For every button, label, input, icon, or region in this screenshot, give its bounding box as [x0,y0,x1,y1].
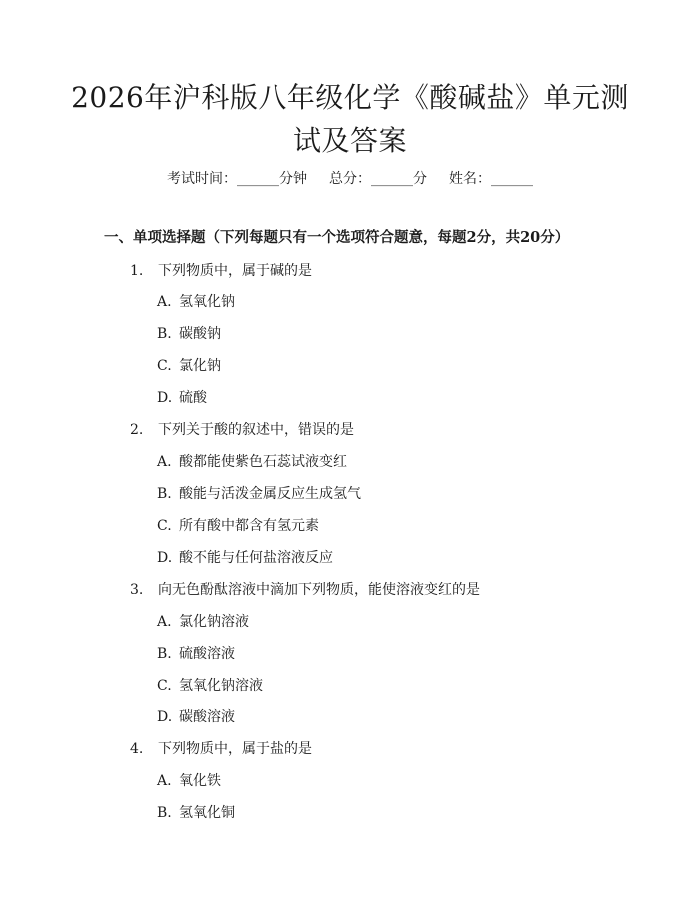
question-text: 向无色酚酞溶液中滴加下列物质，能使溶液变红的是 [158,582,480,598]
option-text: 氢氧化钠溶液 [179,678,263,694]
option-letter: B. [157,486,172,502]
option-letter: D. [157,550,173,566]
option-letter: A. [157,773,172,789]
option-letter: D. [157,709,173,725]
option-text: 酸能与活泼金属反应生成氢气 [179,486,361,502]
total-score-field: 总分：______分 [329,171,427,187]
question-1-option-b [157,324,221,344]
option-letter: B. [157,805,172,821]
option-text: 硫酸 [179,390,207,406]
question-1 [130,261,312,281]
option-letter: A. [157,454,172,470]
question-1-option-c [157,356,221,376]
option-letter: A. [157,294,172,310]
section-heading: 一、单项选择题（下列每题只有一个选项符合题意，每题2分，共20分） [104,229,570,246]
option-text: 氯化钠溶液 [179,614,249,630]
option-text: 硫酸溶液 [179,646,235,662]
option-text: 酸不能与任何盐溶液反应 [179,550,333,566]
option-text: 氢氧化钠 [179,294,235,310]
question-1-option-d [157,388,207,408]
question-number: 2. [130,422,144,438]
question-3-option-a [157,612,249,632]
option-text: 所有酸中都含有氢元素 [179,518,319,534]
exam-time-field: 考试时间：______分钟 [167,171,307,187]
question-text: 下列物质中，属于盐的是 [158,741,312,757]
question-text: 下列物质中，属于碱的是 [158,263,312,279]
question-4-option-a [157,771,221,791]
question-text: 下列关于酸的叙述中，错误的是 [158,422,354,438]
option-letter: C. [157,678,172,694]
question-2-option-c [157,516,319,536]
option-text: 碳酸溶液 [179,709,235,725]
question-4-option-b [157,803,235,823]
option-letter: A. [157,614,172,630]
question-3 [130,580,480,600]
option-letter: C. [157,518,172,534]
option-letter: D. [157,390,173,406]
question-3-option-c [157,676,263,696]
question-2-option-b [157,484,361,504]
question-2-option-d [157,548,333,568]
option-text: 酸都能使紫色石蕊试液变红 [179,454,347,470]
option-text: 碳酸钠 [179,326,221,342]
question-2 [130,420,354,440]
question-3-option-b [157,644,235,664]
document-title: 2026年沪科版八年级化学《酸碱盐》单元测试及答案 [71,81,629,157]
option-letter: C. [157,358,172,374]
student-name-field: 姓名：______ [449,171,533,187]
option-letter: B. [157,326,172,342]
question-number: 1. [130,263,144,279]
exam-info-line [0,169,700,189]
question-number: 3. [130,582,144,598]
question-4 [130,739,312,759]
option-letter: B. [157,646,172,662]
question-2-option-a [157,452,347,472]
question-1-option-a [157,292,235,312]
option-text: 氢氧化铜 [179,805,235,821]
question-3-option-d [157,707,235,727]
question-number: 4. [130,741,144,757]
option-text: 氧化铁 [179,773,221,789]
option-text: 氯化钠 [179,358,221,374]
